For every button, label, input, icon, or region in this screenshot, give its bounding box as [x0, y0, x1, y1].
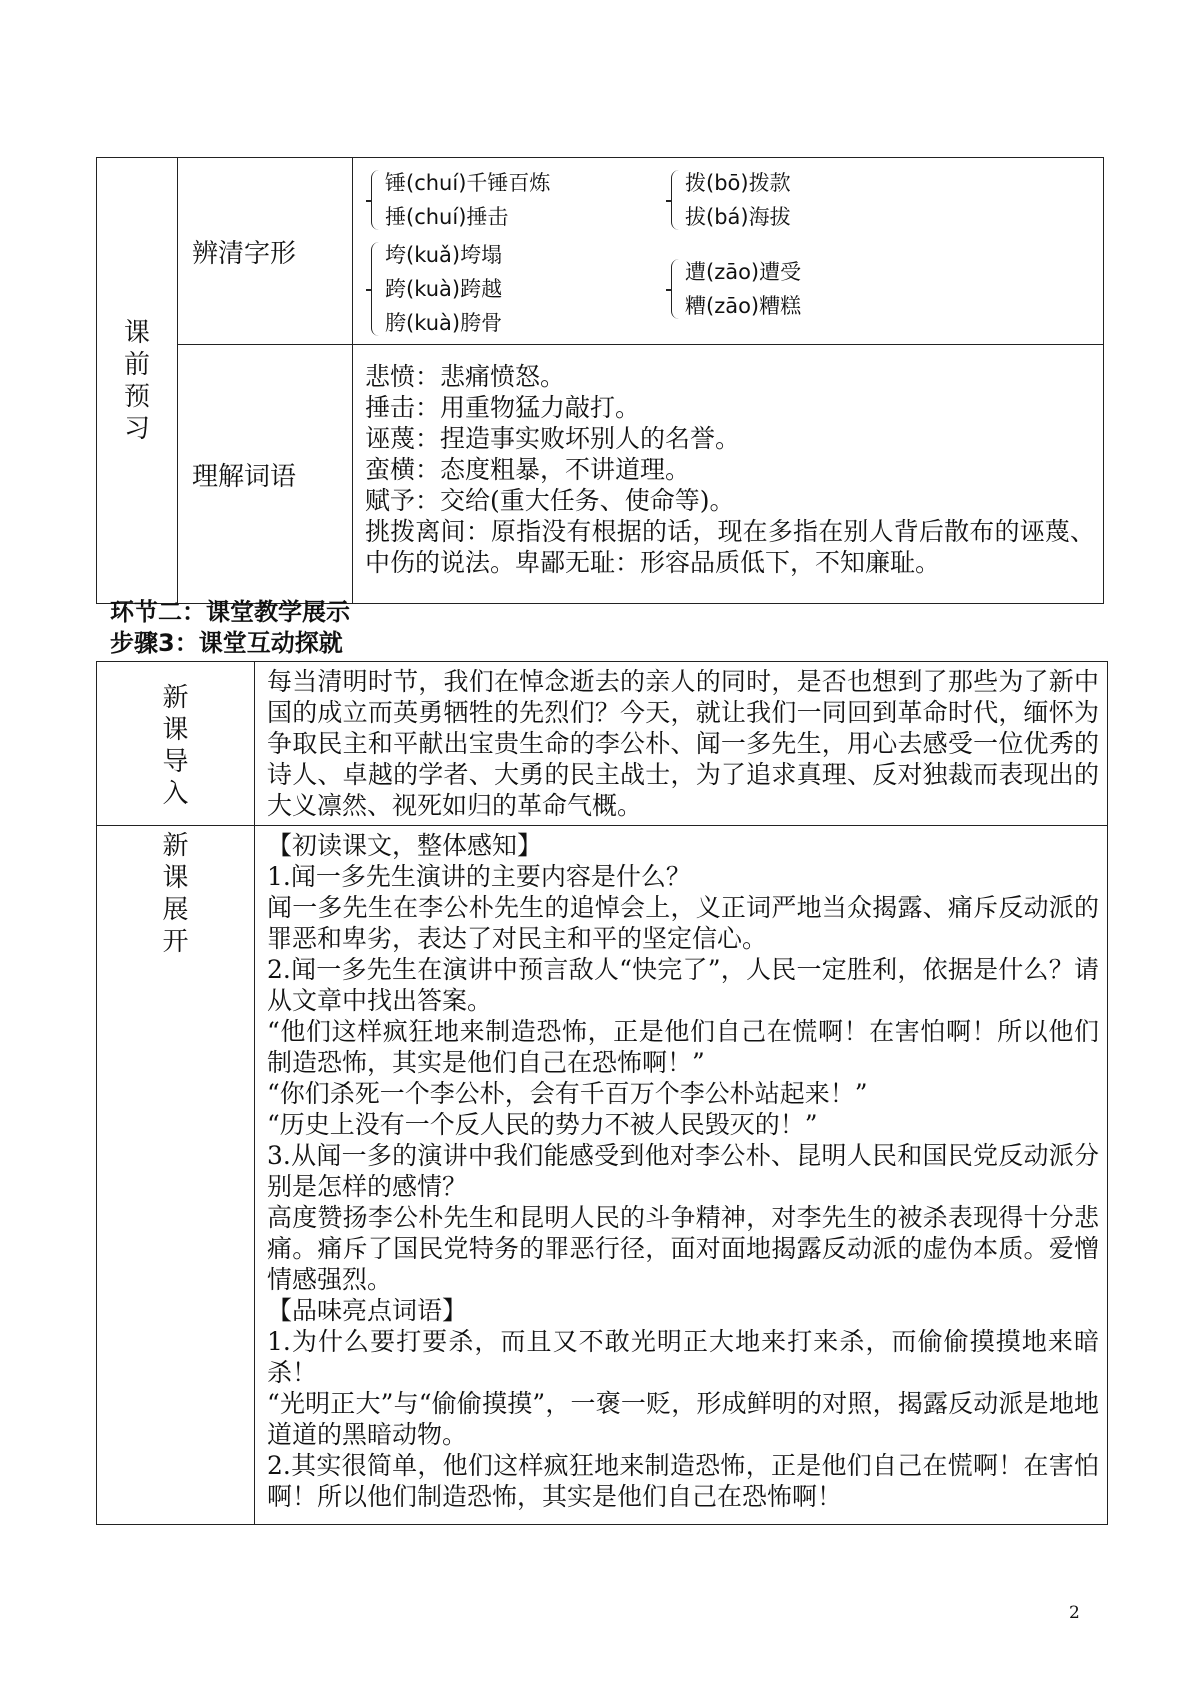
word-definitions: 悲愤：悲痛愤怒。 捶击：用重物猛力敲打。 诬蔑：捏造事实败坏别人的名誉。 蛮横：态度粗暴，不讲道理。 赋予：交给(重大任务、使命等)。 挑拨离间：原指没有根据的话，现在多指在别人背后散布的诬蔑、中伤的说法。卑鄙无耻：形容品质低下，不知廉耻。 [353, 345, 1104, 604]
glyph-group: 拨(bō)拨款 拔(bá)海拔 [671, 166, 801, 234]
glyph-groups [353, 158, 1104, 345]
label-distinguish-glyphs: 辨清字形 [178, 158, 353, 345]
lesson-content: 【初读课文，整体感知】 1.闻一多先生演讲的主要内容是什么？ 闻一多先生在李公朴先生的追悼会上，义正词严地当众揭露、痛斥反动派的罪恶和卑劣，表达了对民主和平的坚定信心。 2.闻一多先生在演讲中预言敌人“快完了”，人民一定胜利，依据是什么？请从文章中找出答案。 “他们这样疯狂地来制造恐怖，正是他们自己在慌啊！在害怕啊！所以他们制造恐怖，其实是他们自己在恐怖啊！” “你们杀死一个李公朴，会有千百万个李公朴站起来！” “历史上没有一个反人民的势力不被人民毁灭的！” 3.从闻一多的演讲中我们能感受到他对李公朴、昆明人民和国民党反动派分别是怎样的感情？ 高度赞扬李公朴先生和昆明人民的斗争精神，对李先生的被杀表现得十分悲痛。痛斥了国民党特务的罪恶行径，面对面地揭露反动派的虚伪本质。爱憎情感强烈。 【品味亮点词语】 1.为什么要打要杀，而且又不敢光明正大地来打来杀，而偷偷摸摸地来暗杀！ “光明正大”与“偷偷摸摸”，一褒一贬，形成鲜明的对照，揭露反动派是地地道道的黑暗动物。 2.其实很简单，他们这样疯狂地来制造恐怖，正是他们自己在慌啊！在害怕啊！所以他们制造恐怖，其实是他们自己在恐怖啊！ [255, 826, 1108, 1525]
label-new-lesson-intro: 新 课 导 入 [97, 662, 255, 826]
intro-text: 每当清明时节，我们在悼念逝去的亲人的同时，是否也想到了那些为了新中国的成立而英勇牺牲的先烈们？今天，就让我们一同回到革命时代，缅怀为争取民主和平献出宝贵生命的李公朴、闻一多先生，用心去感受一位优秀的诗人、卓越的学者、大勇的民主战士，为了追求真理、反对独裁而表现出的大义凛然、视死如归的革命气概。 [255, 662, 1108, 826]
label-new-lesson-develop: 新 课 展 开 [97, 826, 255, 1525]
preview-table [96, 157, 1104, 604]
glyph-group: 遭(zāo)遭受 糟(zāo)糟糕 [671, 255, 801, 323]
glyph-group: 垮(kuǎ)垮塌 跨(kuà)跨越 胯(kuà)胯骨 [371, 238, 671, 340]
step-heading: 步骤3：课堂互动探就 [110, 629, 343, 657]
label-understand-words: 理解词语 [178, 345, 353, 604]
section-label-preview: 课 前 预 习 [97, 158, 178, 604]
page-number: 2 [1069, 1603, 1080, 1623]
lesson-table [96, 661, 1108, 1525]
glyph-group: 锤(chuí)千锤百炼 捶(chuí)捶击 [371, 166, 671, 234]
section-heading: 环节二：课堂教学展示 [110, 598, 350, 626]
